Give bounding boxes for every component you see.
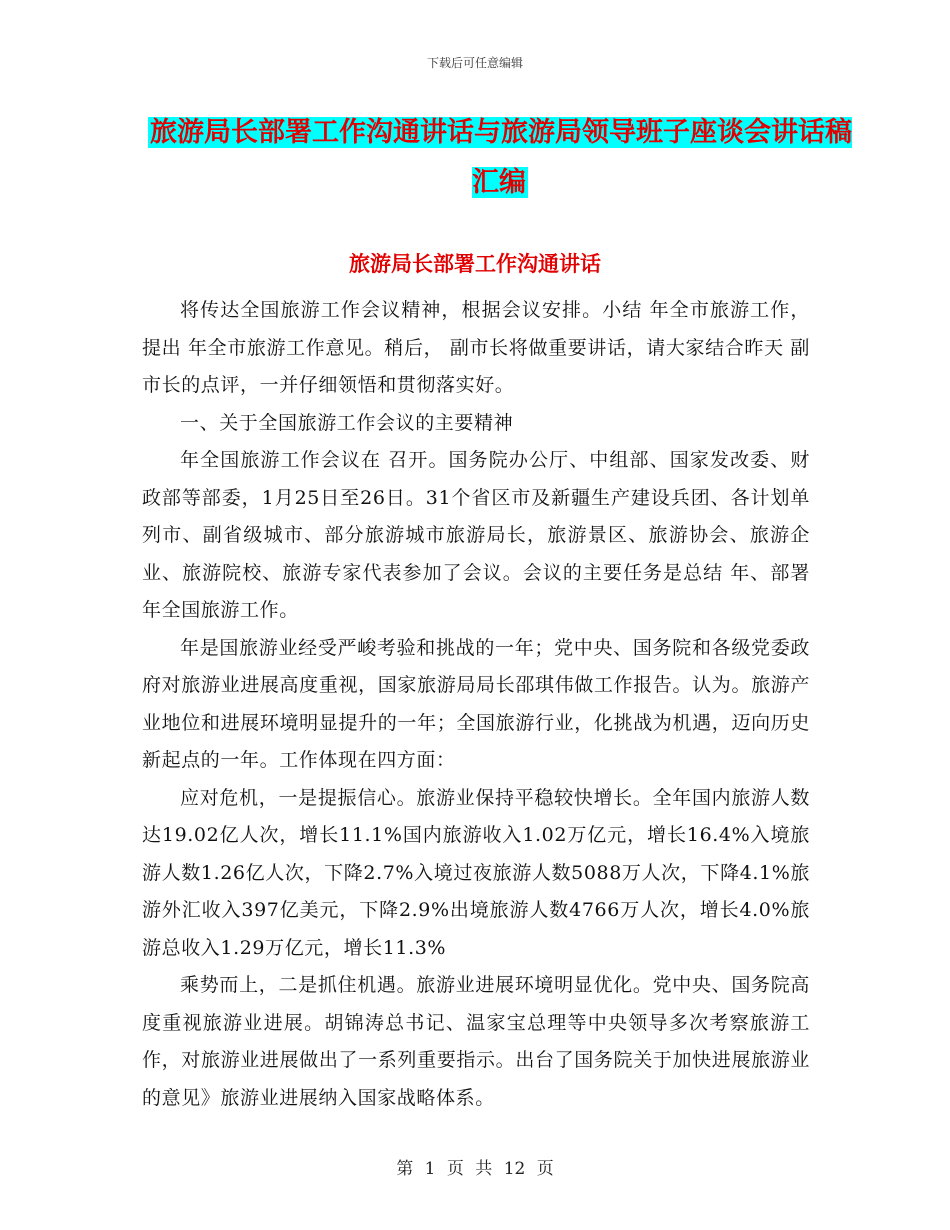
paragraph: 乘势而上，二是抓住机遇。旅游业进展环境明显优化。党中央、国务院高度重视旅游业进展。胡锦涛总书记、温家宝总理等中央领导多次考察旅游工作，对旅游业进展做出了一系列重要指示。出台了国务院关于加快进展旅游业的意见》旅游业进展纳入国家战略体系。 [142, 974, 810, 1109]
document-title-text: 旅游局长部署工作沟通讲话与旅游局领导班子座谈会讲话稿汇编 [150, 117, 852, 198]
paragraph-heading: 一、关于全国旅游工作会议的主要精神 [180, 411, 514, 434]
paragraph: 年全国旅游工作会议在 召开。国务院办公厅、中组部、国家发改委、财政部等部委，1月25日至26日。31个省区市及新疆生产建设兵团、各计划单列市、副省级城市、部分旅游城市旅游局长，旅游景区、旅游协会、旅游企业、旅游院校、旅游专家代表参加了会议。会议的主要任务是总结 年、部署 年全国旅游工作。 [142, 449, 810, 621]
section-title: 旅游局长部署工作沟通讲话 [349, 251, 601, 276]
header-note: 下载后可任意编辑 [426, 56, 523, 70]
page-number-footer: 第 1 页 共 12 页 [396, 1159, 554, 1179]
document-title [140, 108, 860, 208]
paragraph: 应对危机，一是提振信心。旅游业保持平稳较快增长。全年国内旅游人数达19.02亿人次，增长11.1%国内旅游收入1.02万亿元，增长16.4%入境旅游人数1.26亿人次，下降2.7%入境过夜旅游人数5088万人次，下降4.1%旅游外汇收入397亿美元，下降2.9%出境旅游人数4766万人次，增长4.0%旅游总收入1.29万亿元，增长11.3% [142, 786, 810, 959]
paragraph: 年是国旅游业经受严峻考验和挑战的一年；党中央、国务院和各级党委政府对旅游业进展高度重视，国家旅游局局长邵琪伟做工作报告。认为。旅游产业地位和进展环境明显提升的一年；全国旅游行业，化挑战为机遇，迈向历史新起点的一年。工作体现在四方面： [142, 636, 810, 771]
paragraph: 将传达全国旅游工作会议精神，根据会议安排。小结 年全市旅游工作，提出 年全市旅游工作意见。稍后， 副市长将做重要讲话，请大家结合昨天 副市长的点评，一并仔细领悟和贯彻落实好。 [142, 299, 810, 396]
document-body [142, 292, 810, 1117]
